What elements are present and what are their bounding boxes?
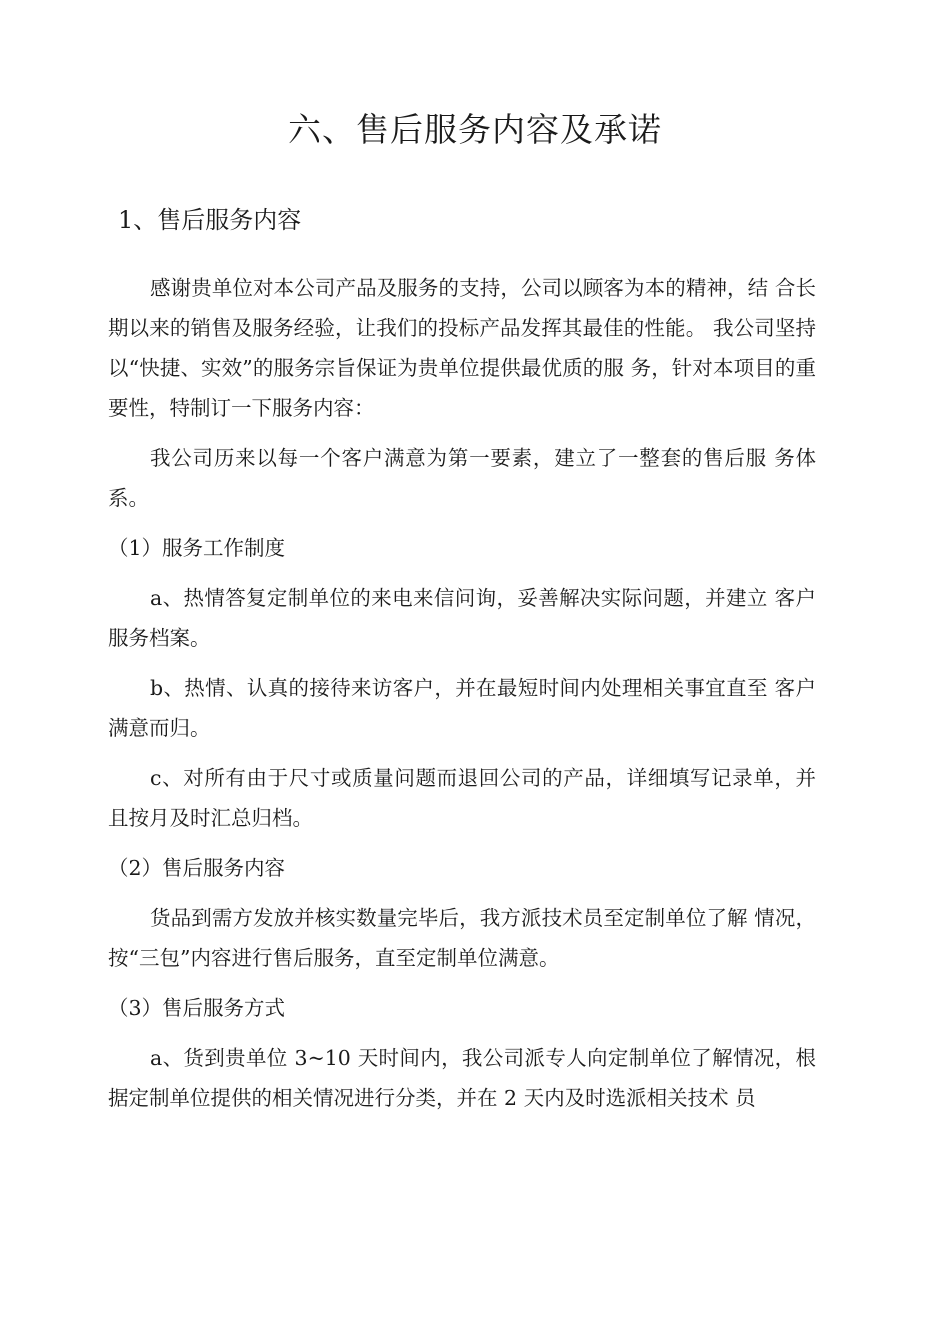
section-heading: 1、售后服务内容 (118, 206, 302, 234)
paragraph: 货品到需方发放并核实数量完毕后，我方派技术员至定制单位了解 情况，按“三包”内容进行售后服务，直至定制单位满意。 (108, 906, 816, 970)
paragraph: 感谢贵单位对本公司产品及服务的支持，公司以顾客为本的精神，结 合长期以来的销售及服务经验，让我们的投标产品发挥其最佳的性能。 我公司坚持以“快捷、实效”的服务宗旨保证为贵单位提供最优质的服 务，针对本项目的重要性，特制订一下服务内容： (108, 276, 816, 420)
document-body (108, 268, 816, 1128)
paragraph: a、货到贵单位 3~10 天时间内，我公司派专人向定制单位了解情况，根据定制单位提供的相关情况进行分类，并在 2 天内及时选派相关技术 员 (108, 1046, 816, 1110)
subsection-heading: （2）售后服务内容 (108, 856, 286, 880)
subsection-heading: （1）服务工作制度 (108, 536, 286, 560)
paragraph: c、对所有由于尺寸或质量问题而退回公司的产品，详细填写记录单，并且按月及时汇总归档。 (108, 766, 816, 830)
paragraph: a、热情答复定制单位的来电来信问询，妥善解决实际问题，并建立 客户服务档案。 (108, 586, 816, 650)
subsection-heading: （3）售后服务方式 (108, 996, 286, 1020)
page-title: 六、售后服务内容及承诺 (288, 110, 662, 149)
paragraph: 我公司历来以每一个客户满意为第一要素，建立了一整套的售后服 务体系。 (108, 446, 816, 510)
paragraph: b、热情、认真的接待来访客户，并在最短时间内处理相关事宜直至 客户满意而归。 (108, 676, 816, 740)
